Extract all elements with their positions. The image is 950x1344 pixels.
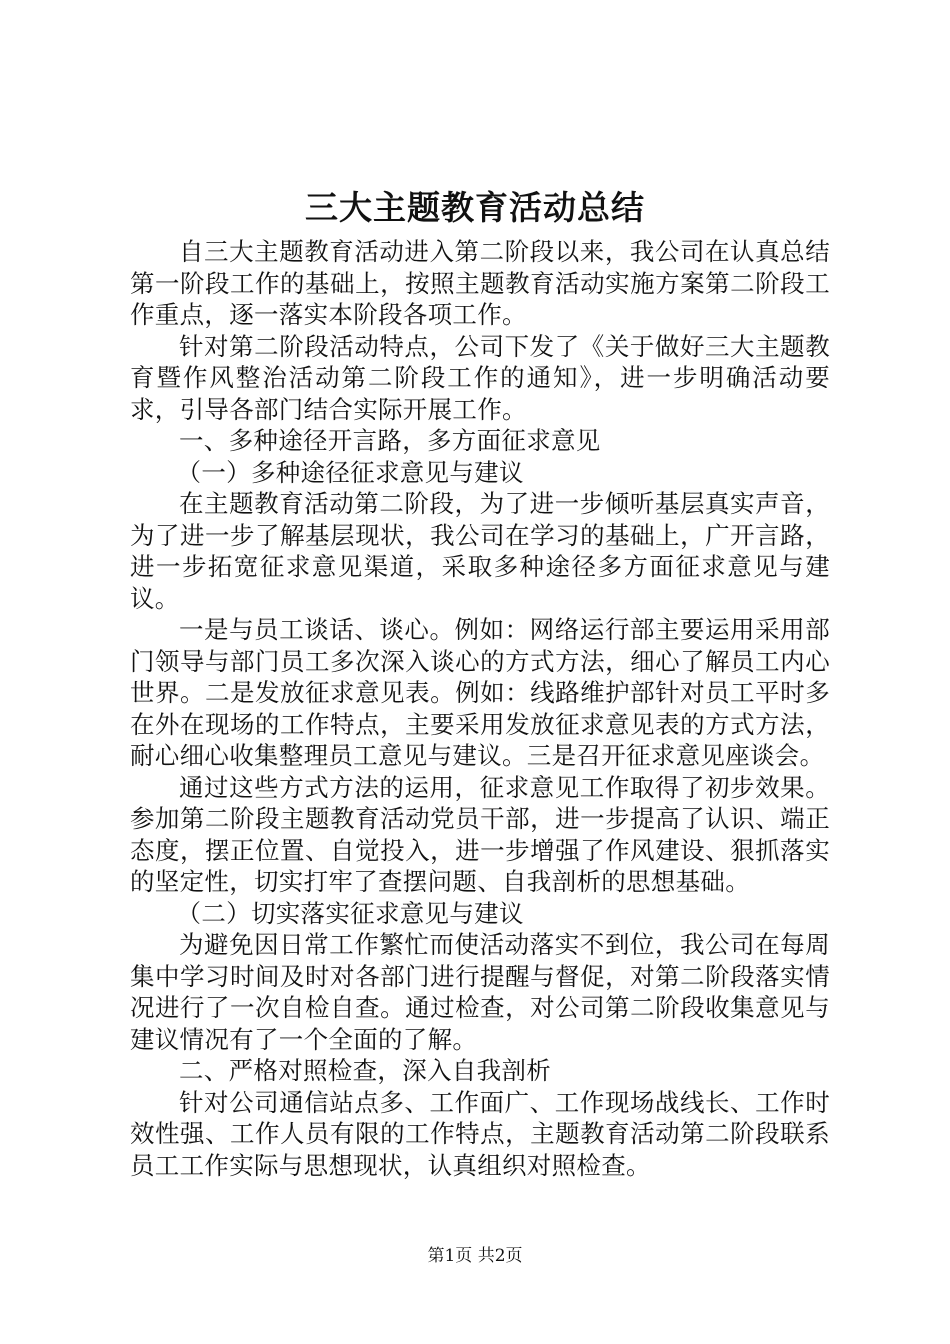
section-heading-2: 二、严格对照检查，深入自我剖析 [179, 1056, 551, 1085]
paragraph-methods: 一是与员工谈话、谈心。例如：网络运行部主要运用采用部门领导与部门员工多次深入谈心的方式方法，细心了解员工内心世界。二是发放征求意见表。例如：线路维护部针对员工平时多在外在现场的工作特点，主要采用发放征求意见表的方式方法，耐心细心收集整理员工意见与建议。三是召开征求意见座谈会。 [130, 615, 830, 770]
paragraph-effects: 通过这些方式方法的运用，征求意见工作取得了初步效果。参加第二阶段主题教育活动党员干部，进一步提高了认识、端正态度，摆正位置、自觉投入，进一步增强了作风建设、狠抓落实的坚定性，切实打牢了查摆问题、自我剖析的思想基础。 [130, 772, 830, 896]
paragraph-notice: 针对第二阶段活动特点，公司下发了《关于做好三大主题教育暨作风整治活动第二阶段工作的通知》，进一步明确活动要求，引导各部门结合实际开展工作。 [130, 331, 830, 424]
paragraph-channels: 在主题教育活动第二阶段，为了进一步倾听基层真实声音，为了进一步了解基层现状，我公司在学习的基础上，广开言路，进一步拓宽征求意见渠道，采取多种途径多方面征求意见与建议。 [130, 489, 830, 613]
paragraph-inspection: 针对公司通信站点多、工作面广、工作现场战线长、工作时效性强、工作人员有限的工作特点，主题教育活动第二阶段联系员工工作实际与思想现状，认真组织对照检查。 [130, 1087, 830, 1180]
subsection-heading-1-2: （二）切实落实征求意见与建议 [176, 898, 524, 928]
subsection-heading-1-1: （一）多种途径征求意见与建议 [176, 457, 524, 487]
document-body [130, 236, 830, 1181]
paragraph-self-check: 为避免因日常工作繁忙而使活动落实不到位，我公司在每周集中学习时间及时对各部门进行提醒与督促，对第二阶段落实情况进行了一次自检自查。通过检查，对公司第二阶段收集意见与建议情况有了一个全面的了解。 [130, 930, 830, 1054]
document-title: 三大主题教育活动总结 [305, 188, 645, 227]
page-number-footer: 第1页 共2页 [427, 1246, 523, 1266]
section-heading-1: 一、多种途径开言路，多方面征求意见 [179, 426, 601, 455]
paragraph-intro: 自三大主题教育活动进入第二阶段以来，我公司在认真总结第一阶段工作的基础上，按照主题教育活动实施方案第二阶段工作重点，逐一落实本阶段各项工作。 [130, 237, 830, 329]
